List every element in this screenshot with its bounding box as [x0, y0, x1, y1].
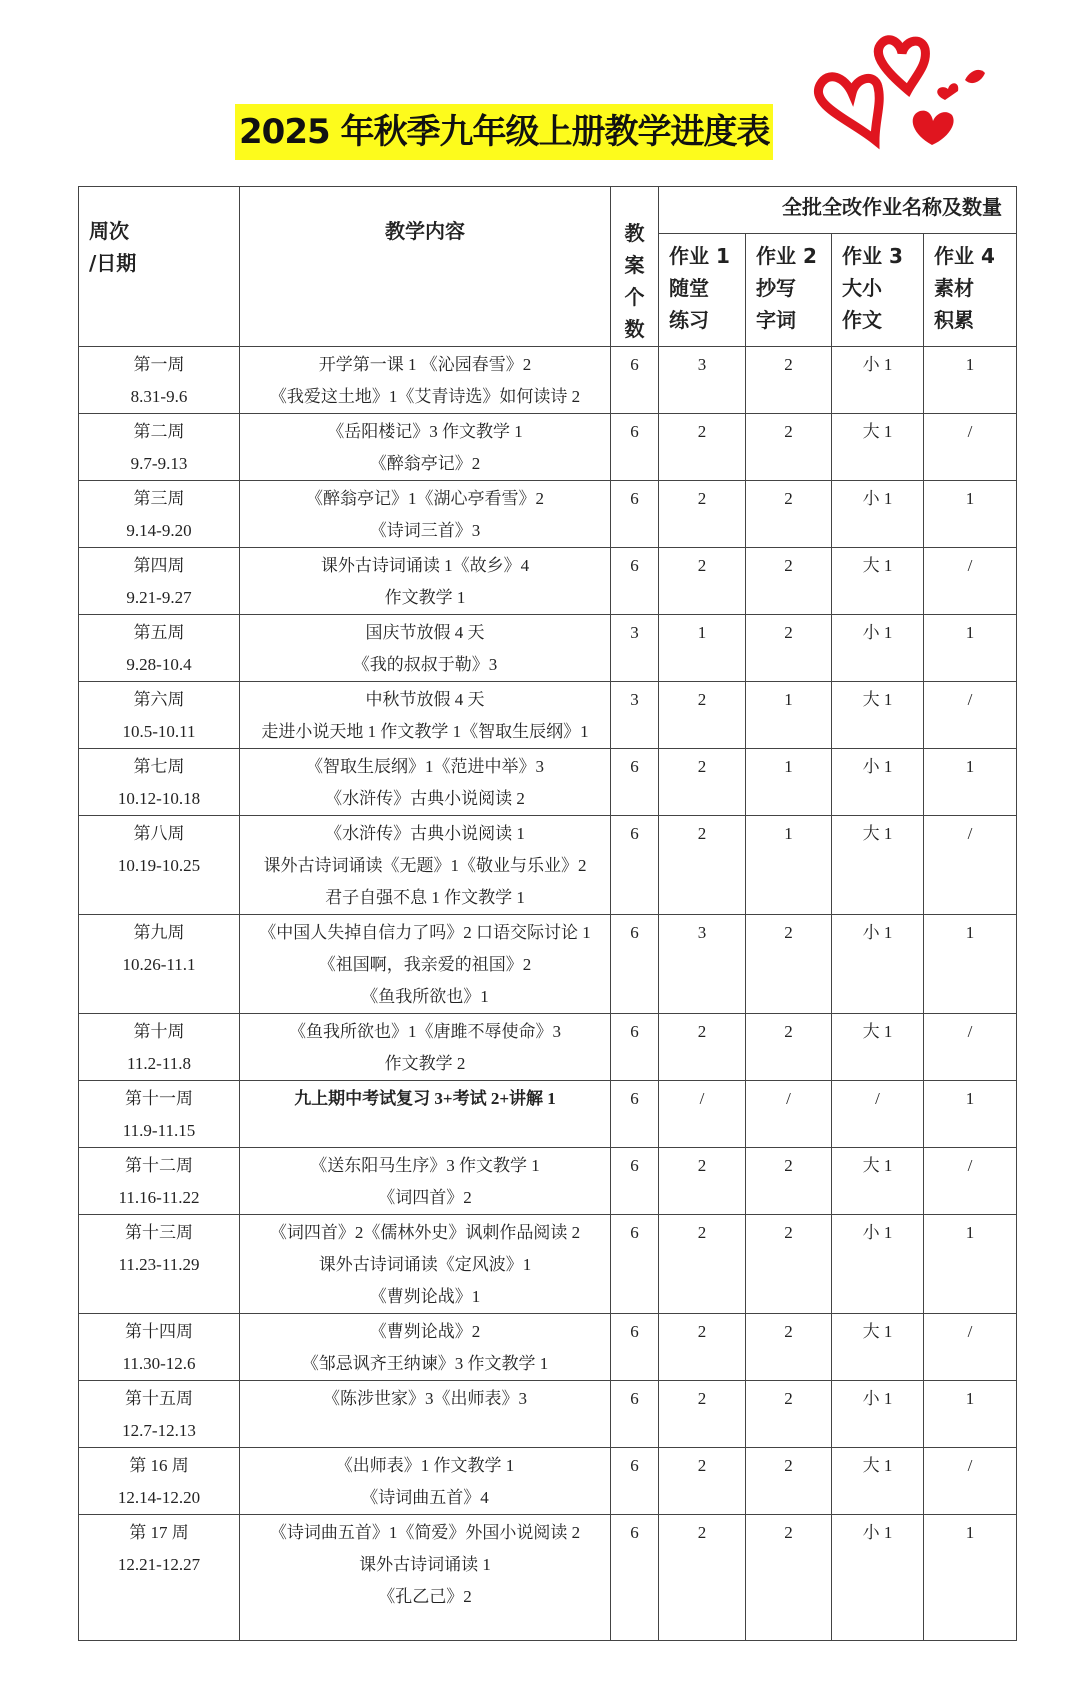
hw3-cell: 小 1: [832, 1515, 924, 1641]
week-cell: 第十周 11.2-11.8: [79, 1014, 240, 1081]
plans-cell: 6: [611, 1148, 659, 1215]
header-homework-1: 作业 1 随堂 练习: [659, 234, 746, 347]
hw2-cell: 2: [746, 1515, 832, 1641]
plans-cell: 3: [611, 682, 659, 749]
content-cell: 《送东阳马生序》3 作文教学 1 《词四首》2: [240, 1148, 611, 1215]
hw3-cell: 小 1: [832, 915, 924, 1014]
week-cell: 第四周 9.21-9.27: [79, 548, 240, 615]
table-row: [79, 347, 1017, 414]
hw4-cell: /: [924, 1314, 1017, 1381]
week-cell: 第十一周 11.9-11.15: [79, 1081, 240, 1148]
hw3-cell: 大 1: [832, 1148, 924, 1215]
hw4-cell: /: [924, 548, 1017, 615]
content-cell: 《鱼我所欲也》1《唐雎不辱使命》3 作文教学 2: [240, 1014, 611, 1081]
week-cell: 第三周 9.14-9.20: [79, 481, 240, 548]
hw4-cell: 1: [924, 915, 1017, 1014]
plans-cell: 6: [611, 1515, 659, 1641]
week-cell: 第八周 10.19-10.25: [79, 816, 240, 915]
content-cell: 《智取生辰纲》1《范进中举》3 《水浒传》古典小说阅读 2: [240, 749, 611, 816]
hw3-cell: 小 1: [832, 1381, 924, 1448]
page-title: 2025 年秋季九年级上册教学进度表: [235, 104, 773, 160]
table-row: [79, 1381, 1017, 1448]
content-cell: 《诗词曲五首》1《简爱》外国小说阅读 2 课外古诗词诵读 1 《孔乙己》2: [240, 1515, 611, 1641]
hw4-cell: 1: [924, 615, 1017, 682]
week-cell: 第七周 10.12-10.18: [79, 749, 240, 816]
hw1-cell: 2: [659, 1314, 746, 1381]
hw2-cell: /: [746, 1081, 832, 1148]
hw4-cell: 1: [924, 749, 1017, 816]
hw2-cell: 2: [746, 481, 832, 548]
hw1-cell: 2: [659, 414, 746, 481]
header-homework-group: 全批全改作业名称及数量: [659, 187, 1017, 234]
hw4-cell: /: [924, 1148, 1017, 1215]
hw3-cell: /: [832, 1081, 924, 1148]
hw2-cell: 2: [746, 414, 832, 481]
hw2-cell: 1: [746, 816, 832, 915]
hw2-cell: 2: [746, 347, 832, 414]
hw1-cell: 2: [659, 816, 746, 915]
hw3-cell: 小 1: [832, 749, 924, 816]
content-cell: 九上期中考试复习 3+考试 2+讲解 1: [240, 1081, 611, 1148]
hw4-cell: /: [924, 816, 1017, 915]
hw4-cell: /: [924, 1014, 1017, 1081]
hw1-cell: 2: [659, 1148, 746, 1215]
header-content: 教学内容: [240, 187, 611, 347]
content-cell: 《曹刿论战》2 《邹忌讽齐王纳谏》3 作文教学 1: [240, 1314, 611, 1381]
hw3-cell: 小 1: [832, 481, 924, 548]
hw2-cell: 2: [746, 1381, 832, 1448]
content-cell: 《中国人失掉自信力了吗》2 口语交际讨论 1 《祖国啊，我亲爱的祖国》2 《鱼我所欲也》1: [240, 915, 611, 1014]
hw2-cell: 2: [746, 615, 832, 682]
week-cell: 第 17 周 12.21-12.27: [79, 1515, 240, 1641]
hw3-cell: 小 1: [832, 615, 924, 682]
table-row: [79, 1014, 1017, 1081]
hw3-cell: 大 1: [832, 1014, 924, 1081]
table-row: [79, 1515, 1017, 1641]
hw2-cell: 2: [746, 548, 832, 615]
content-cell: 中秋节放假 4 天 走进小说天地 1 作文教学 1《智取生辰纲》1: [240, 682, 611, 749]
hw2-cell: 1: [746, 682, 832, 749]
week-cell: 第一周 8.31-9.6: [79, 347, 240, 414]
hw2-cell: 2: [746, 1014, 832, 1081]
content-cell: 国庆节放假 4 天 《我的叔叔于勒》3: [240, 615, 611, 682]
header-homework-4: 作业 4 素材 积累: [924, 234, 1017, 347]
week-cell: 第十二周 11.16-11.22: [79, 1148, 240, 1215]
hw1-cell: 2: [659, 1515, 746, 1641]
table-row: [79, 1215, 1017, 1314]
content-cell: 《醉翁亭记》1《湖心亭看雪》2 《诗词三首》3: [240, 481, 611, 548]
table-row: [79, 1081, 1017, 1148]
week-cell: 第十五周 12.7-12.13: [79, 1381, 240, 1448]
hw1-cell: 2: [659, 749, 746, 816]
hw4-cell: 1: [924, 1381, 1017, 1448]
hw4-cell: 1: [924, 1081, 1017, 1148]
hw1-cell: 2: [659, 548, 746, 615]
hw4-cell: 1: [924, 1515, 1017, 1641]
hw4-cell: /: [924, 414, 1017, 481]
header-homework-3: 作业 3 大小 作文: [832, 234, 924, 347]
table-row: [79, 615, 1017, 682]
table-row: [79, 1148, 1017, 1215]
content-cell: 课外古诗词诵读 1《故乡》4 作文教学 1: [240, 548, 611, 615]
table-row: [79, 481, 1017, 548]
table-row: [79, 749, 1017, 816]
plans-cell: 6: [611, 1381, 659, 1448]
week-cell: 第十四周 11.30-12.6: [79, 1314, 240, 1381]
plans-cell: 6: [611, 1314, 659, 1381]
content-cell: 《陈涉世家》3《出师表》3: [240, 1381, 611, 1448]
table-row: [79, 414, 1017, 481]
hw4-cell: 1: [924, 347, 1017, 414]
hw1-cell: 2: [659, 1014, 746, 1081]
hw2-cell: 2: [746, 1314, 832, 1381]
table-row: [79, 816, 1017, 915]
hw2-cell: 2: [746, 1215, 832, 1314]
hw3-cell: 大 1: [832, 414, 924, 481]
hw1-cell: 2: [659, 1381, 746, 1448]
hw3-cell: 大 1: [832, 1448, 924, 1515]
hw1-cell: 2: [659, 682, 746, 749]
week-cell: 第十三周 11.23-11.29: [79, 1215, 240, 1314]
plans-cell: 6: [611, 1014, 659, 1081]
hw3-cell: 小 1: [832, 347, 924, 414]
plans-cell: 6: [611, 749, 659, 816]
plans-cell: 6: [611, 915, 659, 1014]
week-cell: 第二周 9.7-9.13: [79, 414, 240, 481]
hw4-cell: /: [924, 1448, 1017, 1515]
plans-cell: 6: [611, 1448, 659, 1515]
plans-cell: 3: [611, 615, 659, 682]
hw2-cell: 2: [746, 1148, 832, 1215]
hw1-cell: /: [659, 1081, 746, 1148]
hw3-cell: 大 1: [832, 816, 924, 915]
hw1-cell: 2: [659, 1215, 746, 1314]
hw1-cell: 2: [659, 481, 746, 548]
hw1-cell: 3: [659, 915, 746, 1014]
table-row: [79, 548, 1017, 615]
hw3-cell: 大 1: [832, 682, 924, 749]
hw2-cell: 2: [746, 1448, 832, 1515]
hw4-cell: 1: [924, 1215, 1017, 1314]
hw4-cell: /: [924, 682, 1017, 749]
hw1-cell: 3: [659, 347, 746, 414]
content-cell: 开学第一课 1 《沁园春雪》2 《我爱这土地》1《艾青诗选》如何读诗 2: [240, 347, 611, 414]
hw3-cell: 大 1: [832, 548, 924, 615]
plans-cell: 6: [611, 1081, 659, 1148]
hw4-cell: 1: [924, 481, 1017, 548]
table-row: [79, 1314, 1017, 1381]
content-cell: 《水浒传》古典小说阅读 1 课外古诗词诵读《无题》1《敬业与乐业》2 君子自强不息 1 作文教学 1: [240, 816, 611, 915]
plans-cell: 6: [611, 481, 659, 548]
week-cell: 第六周 10.5-10.11: [79, 682, 240, 749]
content-cell: 《出师表》1 作文教学 1 《诗词曲五首》4: [240, 1448, 611, 1515]
header-week: 周次 /日期: [79, 187, 240, 347]
hw3-cell: 大 1: [832, 1314, 924, 1381]
header-homework-2: 作业 2 抄写 字词: [746, 234, 832, 347]
content-cell: 《词四首》2《儒林外史》讽刺作品阅读 2 课外古诗词诵读《定风波》1 《曹刿论战》1: [240, 1215, 611, 1314]
plans-cell: 6: [611, 1215, 659, 1314]
plans-cell: 6: [611, 816, 659, 915]
plans-cell: 6: [611, 347, 659, 414]
content-cell: 《岳阳楼记》3 作文教学 1 《醉翁亭记》2: [240, 414, 611, 481]
week-cell: 第 16 周 12.14-12.20: [79, 1448, 240, 1515]
schedule-table: [78, 186, 1017, 1641]
hw2-cell: 2: [746, 915, 832, 1014]
hearts-decoration-icon: [790, 25, 1050, 175]
week-cell: 第五周 9.28-10.4: [79, 615, 240, 682]
hw1-cell: 1: [659, 615, 746, 682]
table-row: [79, 682, 1017, 749]
header-plans: 教 案 个 数: [611, 187, 659, 347]
plans-cell: 6: [611, 548, 659, 615]
hw1-cell: 2: [659, 1448, 746, 1515]
hw2-cell: 1: [746, 749, 832, 816]
table-row: [79, 915, 1017, 1014]
week-cell: 第九周 10.26-11.1: [79, 915, 240, 1014]
hw3-cell: 小 1: [832, 1215, 924, 1314]
plans-cell: 6: [611, 414, 659, 481]
table-row: [79, 1448, 1017, 1515]
